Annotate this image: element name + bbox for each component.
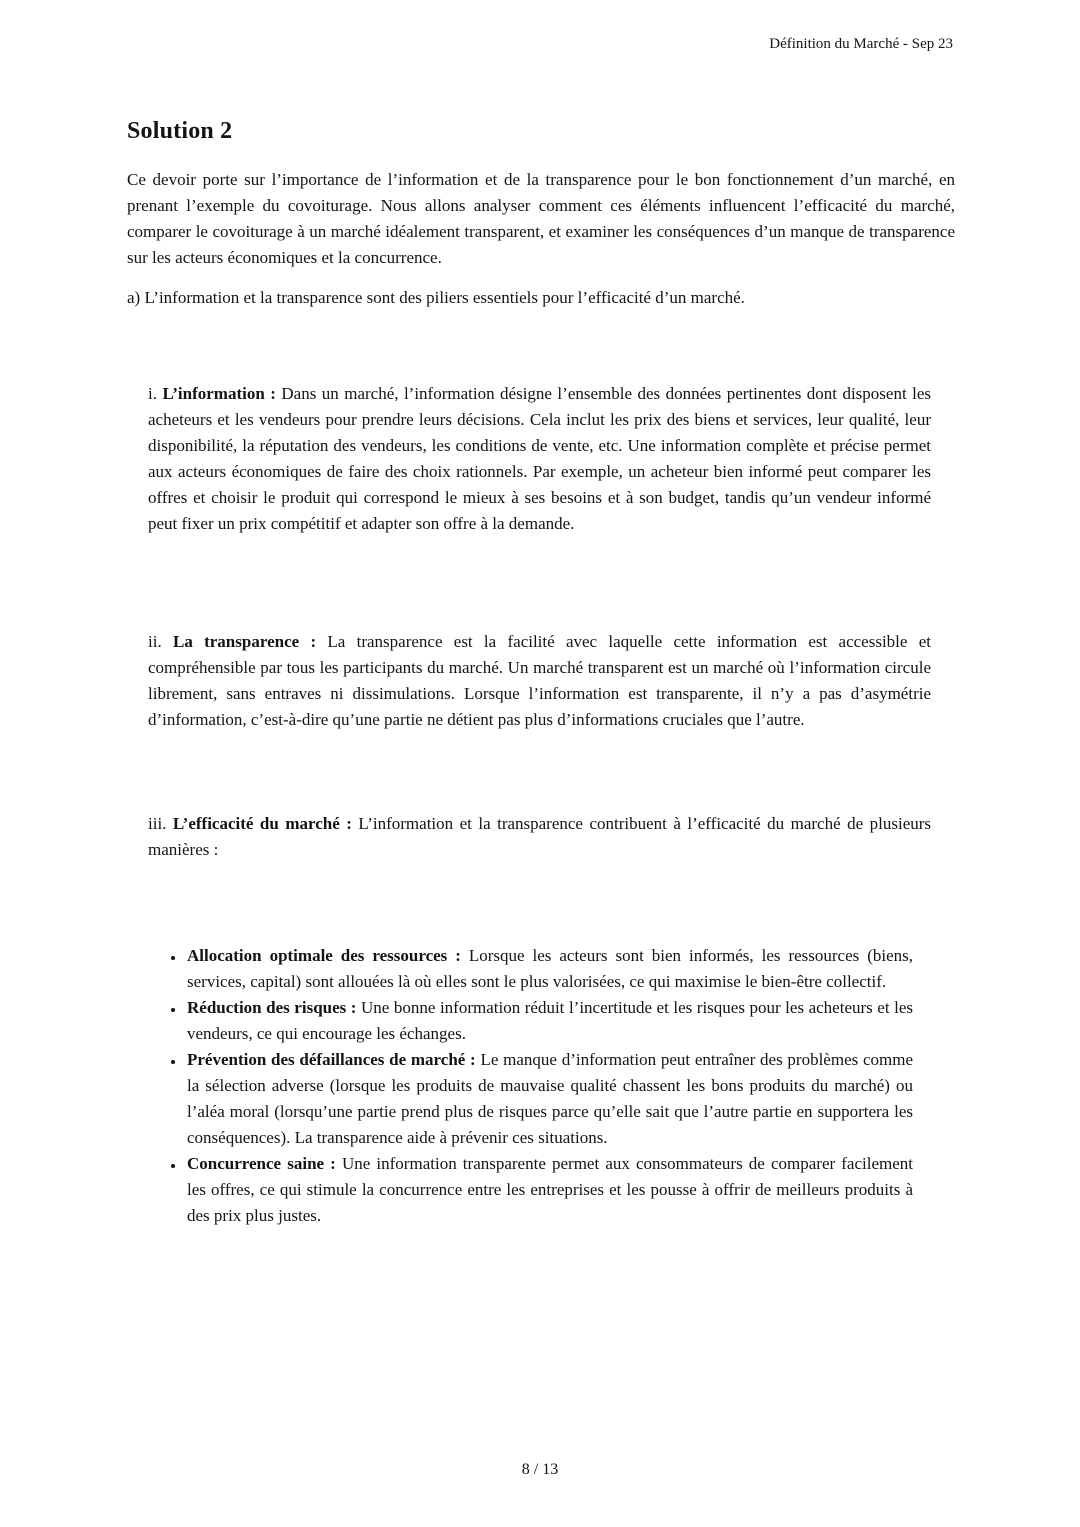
roman-numeral-list (127, 381, 955, 863)
item-label: L’information : (162, 384, 276, 403)
item-text: L’information et la transparence contribuent à l’efficacité du marché de plusieurs manières : (148, 814, 932, 859)
page-number: 8 / 13 (521, 1461, 559, 1478)
section-a-heading: a) L’information et la transparence sont des piliers essentiels pour l’efficacité d’un marché. (127, 288, 745, 307)
item-text: Dans un marché, l’information désigne l’ensemble des données pertinentes dont disposent les acheteurs et les vendeurs pour prendre leurs décisions. Cela inclut les prix des biens et services, leur qualité, leur disponibilité, la réputation des vendeurs, les conditions de vente, etc. Une information complète et précise permet aux acteurs économiques de faire des choix rationnels. Par exemple, un acheteur bien informé peut comparer les offres et choisir le produit qui correspond le mieux à ses besoins et à son budget, tandis qu’un vendeur informé peut fixer un prix compétitif et adapter son offre à la demande. (148, 384, 932, 533)
page-title: Solution 2 (127, 118, 233, 144)
bullet-item-prevention (185, 1047, 913, 1151)
bullet-label: Réduction des risques : (187, 998, 357, 1017)
bullet-label: Allocation optimale des ressources : (187, 946, 461, 965)
item-label: La transparence : (172, 632, 317, 651)
bullet-text: Le manque d’information peut entraîner des problèmes comme la sélection adverse (lorsque les produits de mauvaise qualité chassent les bons produits du marché) ou l’aléa moral (lorsqu’une partie prend plus de risques parce qu’elle sait que l’autre partie en supportera les conséquences). La transparence aide à prévenir ces situations. (187, 1050, 914, 1147)
bullet-text: Lorsque les acteurs sont bien informés, les ressources (biens, services, capital) sont allouées là où elles sont le plus valorisées, ce qui maximise le bien-être collectif. (187, 946, 914, 991)
item-text: La transparence est la facilité avec laquelle cette information est accessible et compréhensible par tous les participants du marché. Un marché transparent est un marché où l’information circule librement, sans entraves ni dissimulations. Lorsque l’information est transparente, il n’y a pas d’asymétrie d’information, c’est-à-dire qu’une partie ne détient pas plus d’informations cruciales que l’autre. (148, 632, 931, 729)
list-item-efficacite (148, 811, 931, 863)
bullet-list (127, 943, 913, 1229)
bullet-item-reduction (185, 995, 913, 1047)
list-item-transparence (148, 629, 931, 733)
bullet-item-concurrence (185, 1151, 913, 1229)
intro-paragraph: Ce devoir porte sur l’importance de l’information et de la transparence pour le bon fonctionnement d’un marché, en prenant l’exemple du covoiturage. Nous allons analyser comment ces éléments influencent l’efficacité du marché, comparer le covoiturage à un marché idéalement transparent, et examiner les conséquences d’un manque de transparence sur les acteurs économiques et la concurrence. (127, 170, 955, 267)
bullet-text: Une information transparente permet aux consommateurs de comparer facilement les offres, ce qui stimule la concurrence entre les entreprises et les pousse à offrir de meilleurs produits à des prix plus justes. (187, 1154, 914, 1225)
header-text: Définition du Marché - Sep 23 (769, 36, 953, 52)
item-marker: ii. (148, 632, 162, 651)
bullet-item-allocation (185, 943, 913, 995)
list-item-information (148, 381, 931, 537)
bullet-text: Une bonne information réduit l’incertitude et les risques pour les acheteurs et les vendeurs, ce qui encourage les échanges. (187, 998, 913, 1043)
item-marker: iii. (148, 814, 167, 833)
page-header (769, 36, 953, 53)
page-footer (0, 1461, 1080, 1479)
item-marker: i. (148, 384, 157, 403)
item-label: L’efficacité du marché : (172, 814, 352, 833)
bullet-label: Concurrence saine : (187, 1154, 336, 1173)
bullet-label: Prévention des défaillances de marché : (187, 1050, 476, 1069)
